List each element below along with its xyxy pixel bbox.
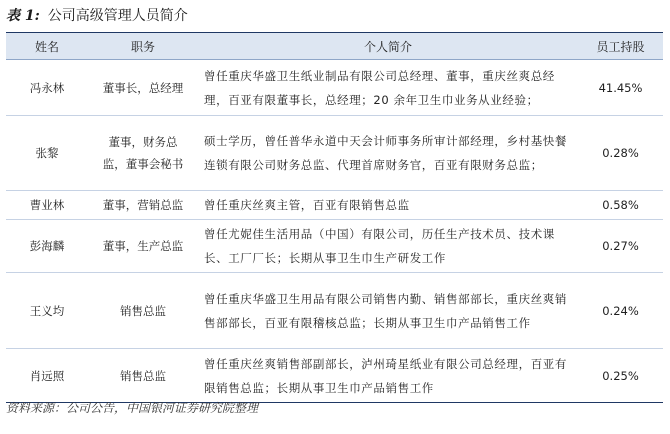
cell-bio: 曾任重庆丝爽主管，百亚有限销售总监 bbox=[198, 191, 578, 220]
cell-name: 张黎 bbox=[6, 116, 88, 191]
cell-name: 曹业林 bbox=[6, 191, 88, 220]
cell-position: 销售总监 bbox=[88, 273, 198, 349]
cell-position: 董事，营销总监 bbox=[88, 191, 198, 220]
cell-name: 冯永林 bbox=[6, 60, 88, 116]
table-row bbox=[6, 191, 663, 220]
cell-bio: 硕士学历，曾任普华永道中天会计师事务所审计部经理，乡村基快餐连锁有限公司财务总监、代理首席财务官，百亚有限财务总监； bbox=[198, 116, 578, 191]
table-row bbox=[6, 220, 663, 273]
table-header-row bbox=[6, 33, 663, 60]
cell-shareholding: 0.25% bbox=[602, 368, 639, 383]
cell-shareholding: 0.24% bbox=[578, 273, 663, 349]
table-caption bbox=[6, 5, 188, 27]
header-name: 姓名 bbox=[6, 33, 88, 60]
cell-shareholding: 0.28% bbox=[578, 116, 663, 191]
table-row bbox=[6, 116, 663, 191]
table-row bbox=[6, 349, 663, 403]
table-number: 表 1: bbox=[6, 8, 40, 24]
cell-shareholding: 0.58% bbox=[578, 191, 663, 220]
executives-table bbox=[6, 32, 663, 403]
cell-name: 王义均 bbox=[6, 273, 88, 349]
table-row bbox=[6, 273, 663, 349]
cell-bio: 曾任重庆华盛卫生纸业制品有限公司总经理、董事，重庆丝爽总经理，百亚有限董事长，总经理；20 余年卫生巾业务从业经验； bbox=[198, 60, 578, 116]
table-row bbox=[6, 60, 663, 116]
cell-position: 销售总监 bbox=[120, 368, 166, 383]
header-bio: 个人简介 bbox=[198, 33, 578, 60]
header-position: 职务 bbox=[88, 33, 198, 60]
source-note: 资料来源：公司公告，中国银河证券研究院整理 bbox=[6, 401, 259, 415]
table-title: 公司高级管理人员简介 bbox=[47, 8, 188, 24]
cell-bio: 曾任重庆华盛卫生用品有限公司销售内勤、销售部部长，重庆丝爽销售部部长，百亚有限稽核总监；长期从事卫生巾产品销售工作 bbox=[198, 273, 578, 349]
cell-position: 董事，财务总监，董事会秘书 bbox=[88, 116, 198, 191]
cell-position: 董事长，总经理 bbox=[88, 60, 198, 116]
cell-position: 董事，生产总监 bbox=[88, 220, 198, 273]
cell-bio: 曾任重庆丝爽销售部副部长，泸州琦星纸业有限公司总经理，百亚有限销售总监；长期从事卫生巾产品销售工作 bbox=[204, 356, 567, 395]
cell-shareholding: 41.45% bbox=[578, 60, 663, 116]
cell-name: 彭海麟 bbox=[6, 220, 88, 273]
cell-shareholding: 0.27% bbox=[578, 220, 663, 273]
header-shareholding: 员工持股 bbox=[578, 33, 663, 60]
cell-name: 肖远照 bbox=[29, 368, 65, 383]
cell-bio: 曾任尤妮佳生活用品（中国）有限公司，历任生产技术员、技术课长、工厂厂长；长期从事卫生巾生产研发工作 bbox=[198, 220, 578, 273]
